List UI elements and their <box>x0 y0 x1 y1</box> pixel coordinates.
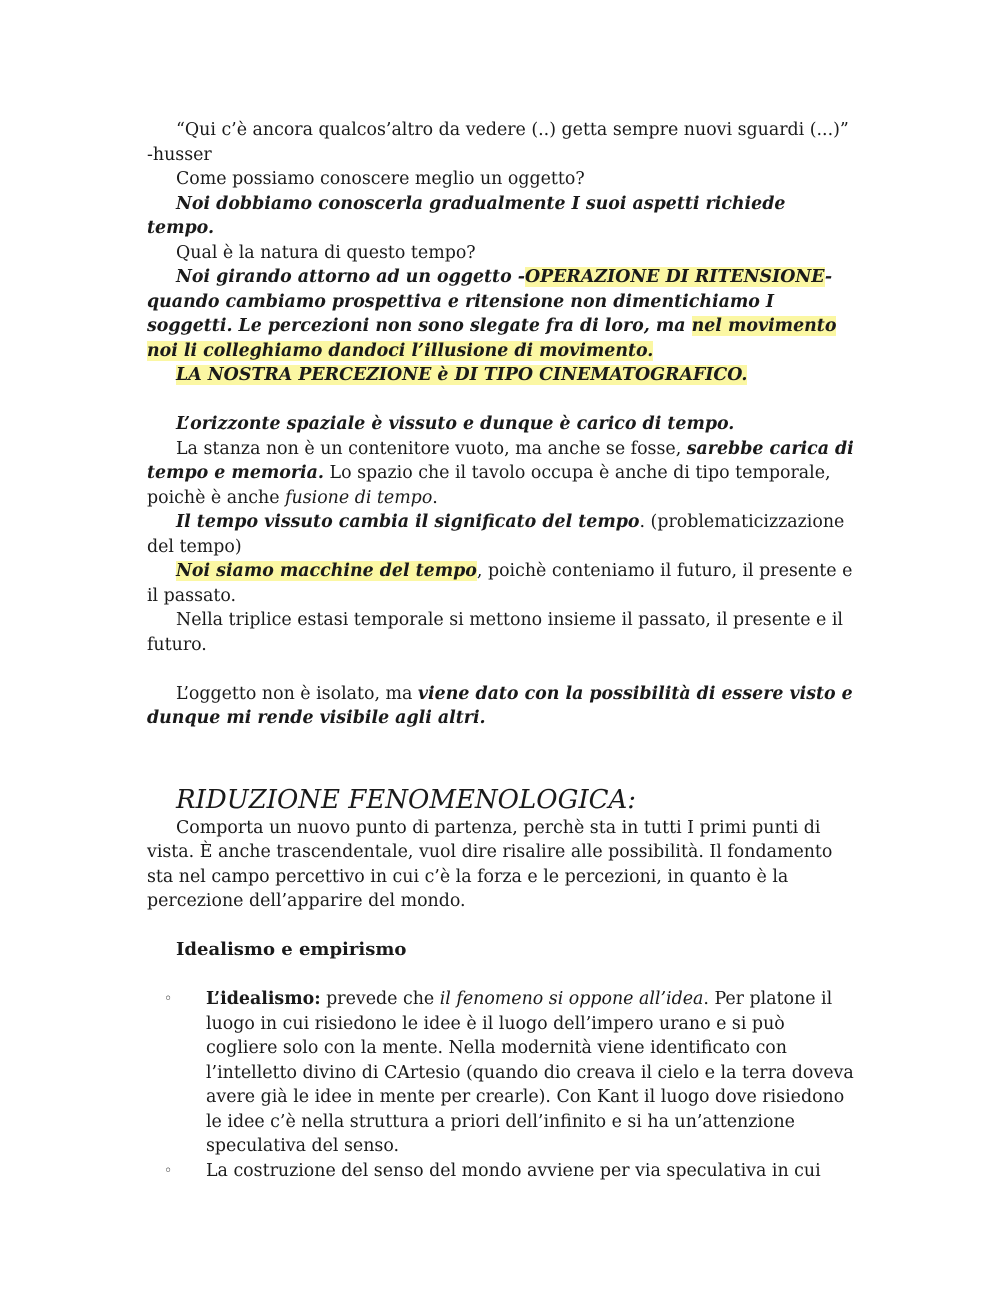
tempo-vissuto-text-a: Il tempo vissuto cambia il significato del tempo <box>176 512 640 532</box>
cinematografico-paragraph <box>147 363 857 388</box>
oggetto-text-a: L’oggetto non è isolato, ma <box>176 683 418 704</box>
list-item-text: La costruzione del senso del mondo avviene per via speculativa in cui <box>206 1160 821 1181</box>
stanza-text-e: . <box>432 487 438 508</box>
cinematografico-highlight: LA NOSTRA PERCEZIONE è DI TIPO CINEMATOGRAFICO. <box>176 365 748 385</box>
ritensione-paragraph <box>147 265 857 363</box>
estasi-paragraph: Nella triplice estasi temporale si mettono insieme il passato, il presente e il futuro. <box>147 610 843 655</box>
ritensione-highlight: OPERAZIONE DI RITENSIONE <box>524 267 825 287</box>
stanza-text-c: Lo spazio che il tavolo occupa è anche di tipo temporale, poichè è anche <box>147 463 831 508</box>
list-item <box>147 987 857 1159</box>
stanza-paragraph <box>147 437 857 511</box>
spacer <box>147 914 857 939</box>
bullet-icon: ◦ <box>164 991 173 1007</box>
macchine-paragraph <box>147 559 857 608</box>
riduzione-heading: RIDUZIONE FENOMENOLOGICA: <box>176 784 637 815</box>
stanza-text-d: fusione di tempo <box>285 487 433 508</box>
movimento-highlight: nel movimento noi li colleghiamo dandoci l’illusione di movimento. <box>147 316 837 361</box>
bullet-icon: ◦ <box>164 1162 173 1179</box>
tempo-vissuto-text-b: . (problematicizzazione del tempo) <box>147 512 845 557</box>
orizzonte-paragraph: L’orizzonte spaziale è vissuto e dunque è carico di tempo. <box>176 414 735 434</box>
answer-paragraph: Noi dobbiamo conoscerla gradualmente I suoi aspetti richiede tempo. <box>147 193 786 238</box>
document-page <box>147 118 857 1183</box>
ritensione-text-a: Noi girando attorno ad un oggetto - <box>176 267 525 287</box>
list-item-text-a: prevede che <box>320 989 440 1009</box>
idealismo-heading: Idealismo e empirismo <box>176 939 407 960</box>
list-item-text-b: . Per platone il luogo in cui risiedono le idee è il luogo dell’impero urano e si può cogliere solo con la mente. Nella modernità viene identificato con l’intelletto divino di CArtesio (quando dio creava il cielo e la terra doveva avere già le idee in mente per crearle). Con Kant il luogo dove risiedono le idee c’è nella struttura a priori dell’infinito e si ha un’attenzione speculativa del senso. <box>206 989 854 1156</box>
oggetto-text-b: viene dato con la possibilità di essere visto e dunque mi rende visibile agli altri. <box>147 683 853 728</box>
spacer <box>147 657 857 682</box>
idealismo-term: L’idealismo: <box>206 989 321 1009</box>
list-item <box>147 1159 857 1184</box>
tempo-vissuto-paragraph <box>147 510 857 559</box>
spacer <box>147 731 857 784</box>
macchine-highlight: Noi siamo macchine del tempo <box>176 561 477 581</box>
macchine-text: , poichè conteniamo il futuro, il presente e il passato. <box>147 561 853 606</box>
idealismo-list <box>147 987 857 1183</box>
spacer <box>147 388 857 413</box>
question-paragraph: Come possiamo conoscere meglio un oggetto? <box>176 169 585 189</box>
ritensione-text-b: - quando cambiamo prospettiva e ritensione non dimentichiamo I soggetti. Le percezioni non sono slegate fra di loro, ma <box>147 267 833 336</box>
question-paragraph-2: Qual è la natura di questo tempo? <box>176 242 476 263</box>
spacer <box>147 963 857 988</box>
quote-paragraph: “Qui c’è ancora qualcos’altro da vedere (..) getta sempre nuovi sguardi (...)” -husser <box>147 120 849 165</box>
oggetto-paragraph <box>147 682 857 731</box>
stanza-text-a: La stanza non è un contenitore vuoto, ma anche se fosse, <box>176 438 687 459</box>
stanza-text-b: sarebbe carica di tempo e memoria. <box>147 438 854 483</box>
riduzione-paragraph: Comporta un nuovo punto di partenza, perchè sta in tutti I primi punti di vista. È anche trascendentale, vuol dire risalire alle possibilità. Il fondamento sta nel campo percettivo in cui c’è la forza e le percezioni, in quanto è la percezione dell’apparire del mondo. <box>147 817 833 911</box>
list-item-italic: il fenomeno si oppone all’idea <box>439 989 704 1009</box>
